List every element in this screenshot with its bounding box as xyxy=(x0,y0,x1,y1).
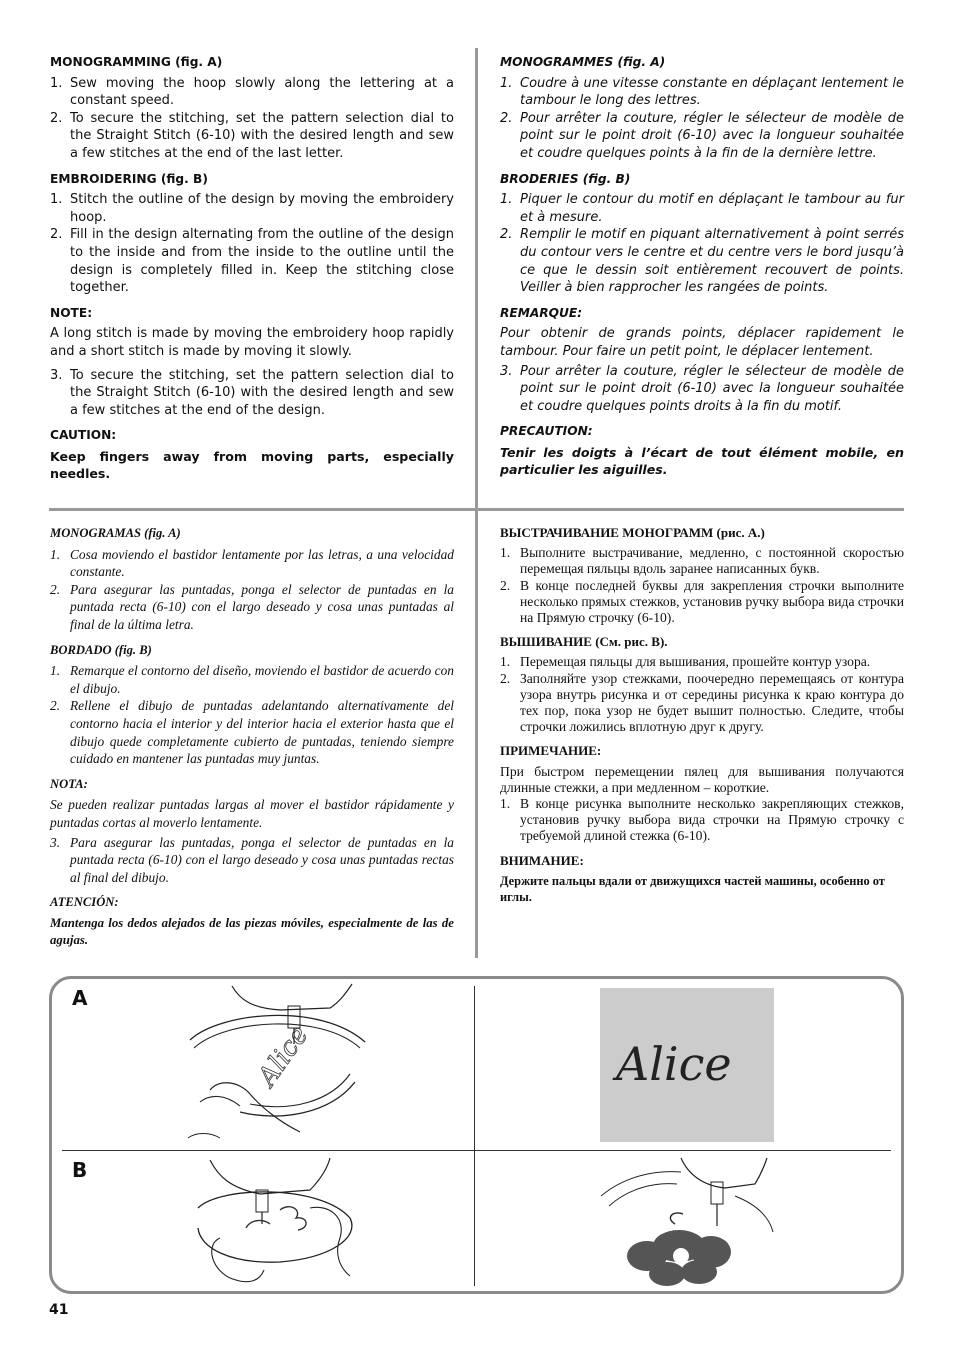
list-item: 1. Перемещая пяльцы для вышивания, прошейте контур узора. xyxy=(500,654,871,670)
flower-embroidery-illustration xyxy=(595,1156,775,1286)
list-item: 3. To secure the stitching, set the pattern selection dial to the Straight Stitch (6-10) with the desired length and sew a few stitches at the end of the design. xyxy=(50,367,454,418)
list-item: 2. Para asegurar las puntadas, ponga el selector de puntadas en la puntada recta (6-10) con el largo deseado y cosa unas puntadas al final de la última letra. xyxy=(50,581,454,632)
note-heading: NOTA: xyxy=(50,776,88,791)
list-item: 1. Coudre à une vitesse constante en déplaçant lentement le tambour le long des lettres. xyxy=(500,75,904,109)
list-item: 1. Sew moving the hoop slowly along the lettering at a constant speed. xyxy=(50,75,454,109)
list-item: 2. В конце последней буквы для закрепления строчки выполните несколько прямых стежков, установив ручку выбора вида строчки на Прямую строчку (6-10). xyxy=(500,577,904,626)
list-item: 3. Pour arrêter la couture, régler le sélecteur de modèle de point sur le point droit (6-10) avec la longueur souhaitée et coudre quelques points droits à la fin du motif. xyxy=(500,363,904,414)
caution-text: Держите пальцы вдали от движущихся частей машины, особенно от иглы. xyxy=(500,873,885,905)
caution-heading: ВНИМАНИЕ: xyxy=(500,852,584,868)
list-item: 1. Выполните выстрачивание, медленно, с постоянной скоростью перемещая пяльцы вдоль заранее написанных букв. xyxy=(500,545,904,577)
svg-text:Alice: Alice xyxy=(252,1020,315,1092)
list-item: 1. В конце рисунка выполните несколько закрепляющих стежков, установив ручку выбора вида строчки на Прямую строчку с требуемой длиной стежка (6-10). xyxy=(500,796,904,844)
list-item: 2. Rellene el dibujo de puntadas adelantando alternativamente del contorno hacia el interior y del interior hacia el exterior hasta que el dibujo quede completamente cubierto de puntadas, teniendo siempre cuidado en mantener las puntadas muy juntas. xyxy=(50,698,454,767)
figure-divider-horizontal xyxy=(62,1150,891,1151)
list-item: 1. Piquer le contour du motif en déplaçant le tambour au fur et à mesure. xyxy=(500,192,904,225)
heading-bordado: BORDADO (fig. B) xyxy=(50,642,152,657)
steps-monogramas xyxy=(50,546,454,634)
heading-embroidering: EMBROIDERING (fig. B) xyxy=(50,171,208,186)
list-item: 3. Para asegurar las puntadas, ponga el selector de puntadas en la puntada recta (6-10) con el largo deseado y cosa unas puntadas rectas al final del dibujo. xyxy=(50,834,454,885)
caution-text: Mantenga los dedos alejados de las piezas móviles, especialmente de las de agujas. xyxy=(50,915,454,948)
heading-vystrachivanie: ВЫСТРАЧИВАНИЕ МОНОГРАММ (рис. А.) xyxy=(500,525,765,540)
russian-section xyxy=(500,525,904,905)
steps-asegurar xyxy=(50,834,454,887)
note-heading: REMARQUE: xyxy=(500,305,583,320)
hoop-embroidery-illustration xyxy=(190,1158,370,1288)
spanish-section xyxy=(50,525,454,950)
note-heading: NOTE: xyxy=(50,305,93,320)
steps-monogramming xyxy=(50,75,454,163)
note-text: Pour obtenir de grands points, déplacer rapidement le tambour. Pour faire un petit point, le déplacer lentement. xyxy=(500,326,904,359)
column-divider-top xyxy=(475,48,478,509)
figure-box xyxy=(49,976,904,1294)
figure-divider-vertical xyxy=(474,986,475,1286)
english-section xyxy=(50,54,454,483)
french-section xyxy=(500,54,904,479)
heading-monogramas: MONOGRAMAS (fig. A) xyxy=(50,526,181,540)
note-heading: ПРИМЕЧАНИЕ: xyxy=(500,743,602,759)
steps-vyshivanie xyxy=(500,654,904,735)
list-item: 2. Pour arrêter la couture, régler le sélecteur de modèle de point sur le point droit (6-10) avec la longueur souhaitée et coudre quelques points à la fin de la dernière lettre. xyxy=(500,110,904,161)
heading-broderies: BRODERIES (fig. B) xyxy=(500,171,631,186)
heading-monogrammes: MONOGRAMMES (fig. A) xyxy=(500,55,666,69)
caution-heading: CAUTION: xyxy=(50,428,117,443)
list-item: 2. Remplir le motif en piquant alternativement à point serrés du contour vers le centre et du centre vers le bord jusqu’à ce que le dessin soit entièrement recouvert de points. Veiller à bien rapprocher les rangées de points. xyxy=(500,227,904,296)
list-item: 1. Stitch the outline of the design by moving the embroidery hoop. xyxy=(50,192,454,225)
steps-zakreplenie xyxy=(500,796,904,845)
list-item: 2. Fill in the design alternating from the outline of the design to the inside and from the inside to the outline until the design is completely filled in. Keep the stitching close together. xyxy=(50,227,454,296)
figure-label-a: A xyxy=(72,986,88,1010)
steps-broderies xyxy=(500,191,904,297)
note-text: Se pueden realizar puntadas largas al mover el bastidor rápidamente y puntadas cortas al moverlo lentamente. xyxy=(50,797,454,830)
page-number: 41 xyxy=(49,1302,69,1318)
list-item: 1. Cosa moviendo el bastidor lentamente por las letras, a una velocidad constante. xyxy=(50,546,454,580)
caution-text: Keep fingers away from moving parts, especially needles. xyxy=(50,448,454,482)
caution-text: Tenir les doigts à l’écart de tout élément mobile, en particulier les aiguilles. xyxy=(500,444,904,478)
steps-monogrammes xyxy=(500,75,904,163)
list-item: 2. Заполняйте узор стежками, поочередно перемещаясь от контура узора внутрь рисунка и от середины рисунка к краю контура до тех пор, пока узор не будет вышит полностью. Следите, чтобы строчки ложились вплотную друг к другу. xyxy=(500,670,904,735)
column-divider-bottom xyxy=(475,509,478,958)
list-item: 2. To secure the stitching, set the pattern selection dial to the Straight Stitch (6-10) with the desired length and sew a few stitches at the end of the last letter. xyxy=(50,110,454,161)
steps-vystrachivanie xyxy=(500,545,904,626)
heading-vyshivanie: ВЫШИВАНИЕ (См. рис. В). xyxy=(500,634,668,650)
monogram-result-text xyxy=(600,988,774,1142)
note-text: A long stitch is made by moving the embroidery hoop rapidly and a short stitch is made by moving it slowly. xyxy=(50,326,454,359)
svg-text:Alice: Alice xyxy=(616,1037,732,1091)
caution-heading: ATENCIÓN: xyxy=(50,895,119,910)
caution-heading: PRECAUTION: xyxy=(500,424,593,439)
note-text: При быстром перемещении пялец для вышивания получаются длинные стежки, а при медленном – короткие. xyxy=(500,763,904,795)
steps-bordado xyxy=(50,662,454,768)
heading-monogramming: MONOGRAMMING (fig. A) xyxy=(50,55,223,69)
steps-secure xyxy=(50,367,454,420)
figure-label-b: B xyxy=(72,1158,88,1182)
list-item: 1. Remarque el contorno del diseño, moviendo el bastidor de acuerdo con el dibujo. xyxy=(50,663,454,696)
steps-arreter xyxy=(500,363,904,416)
steps-embroidering xyxy=(50,191,454,297)
hoop-monogram-illustration xyxy=(180,982,380,1142)
